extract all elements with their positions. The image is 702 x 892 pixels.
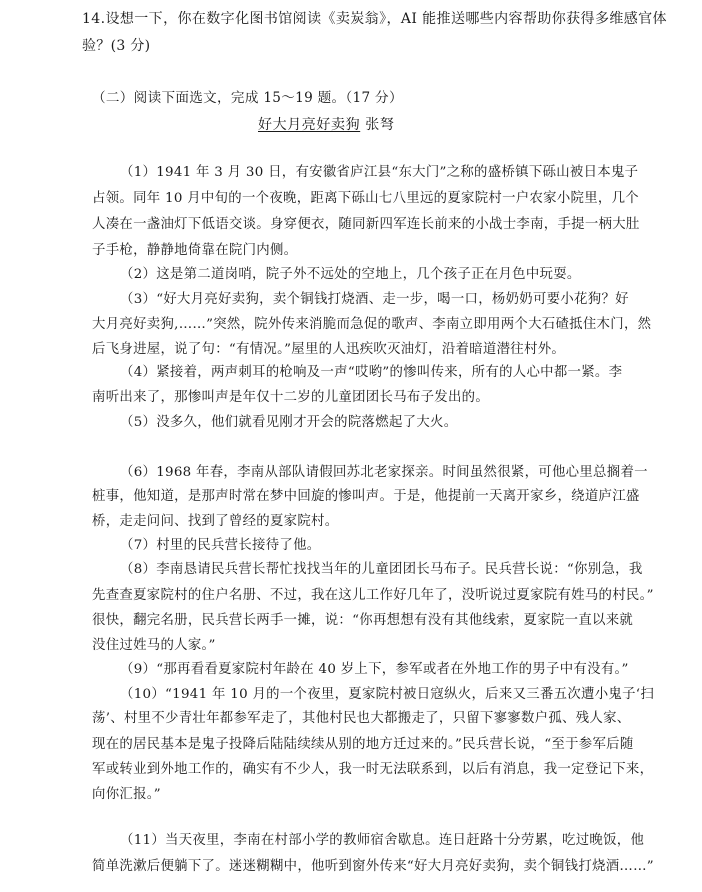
paragraph-7-line-1: （7）村里的民兵营长接待了他。 (120, 538, 321, 553)
paragraph-10-line-2: 荡’、村里不少青壮年都参军走了，其他村民也大都搬走了，只留下寥寥数户孤、残人家、 (92, 711, 631, 726)
paragraph-6-line-1: （6）1968 年春，李南从部队请假回苏北老家探亲。时间虽然很紧，可他心里总搁着一 (120, 465, 648, 480)
paragraph-1-line-1: （1）1941 年 3 月 30 日，有安徽省庐江县“东大门”之称的盛桥镇下砾山被日本鬼子 (120, 165, 639, 180)
paragraph-8-line-2: 先查查夏家院村的住户名册、不过，我在这儿工作好几年了，没听说过夏家院有姓马的村民。” (92, 588, 654, 603)
article-title (258, 116, 394, 134)
paragraph-5-line-1: （5）没多久，他们就看见刚才开会的院落燃起了大火。 (120, 415, 458, 430)
paragraph-9-line-1: （9）“那再看看夏家院村年龄在 40 岁上下，参军或者在外地工作的男子中有没有。” (120, 662, 629, 677)
paragraph-3-line-1: （3）“好大月亮好卖狗，卖个铜钱打烧酒、走一步，喝一口，杨奶奶可要小花狗？好 (120, 292, 629, 307)
paragraph-6-line-2: 桩事，他知道，是那声时常在梦中回旋的惨叫声。于是，他提前一天离开家乡，绕道庐江盛 (92, 489, 640, 504)
paragraph-11-line-1: （11）当天夜里，李南在村部小学的教师宿舍歇息。连日赶路十分劳累，吃过晚饭，他 (120, 833, 645, 848)
question-14-line-2: 验？(3 分) (82, 38, 151, 54)
question-14-line-1: 14.设想一下，你在数字化图书馆阅读《卖炭翁》，AI 能推送哪些内容帮助你获得多维感官体 (82, 11, 667, 27)
paragraph-3-line-2: 大月亮好卖狗,……”突然，院外传来消脆而急促的歌声、李南立即用两个大石碴抵住木门，然 (92, 317, 652, 332)
paragraph-10-line-3: 现在的居民基本是鬼子投降后陆陆续续从别的地方迁过来的。”民兵营长说，“至于参军后随 (92, 737, 634, 752)
paragraph-11-line-2: 简单洗漱后便躺下了。迷迷糊糊中，他听到窗外传来“好大月亮好卖狗，卖个铜钱打烧酒……” (92, 859, 654, 874)
section-heading: （二）阅读下面选文，完成 15～19 题。（17 分） (92, 90, 403, 106)
paragraph-8-line-3: 很快，翻完名册，民兵营长两手一摊，说：“你再想想有没有其他线索，夏家院一直以来就 (92, 613, 634, 628)
paragraph-10-line-4: 军或转业到外地工作的，确实有不少人，我一时无法联系到，以后有消息，我一定登记下来， (92, 762, 654, 777)
paragraph-2-line-1: （2）这是第二道岗哨，院子外不远处的空地上，几个孩子正在月色中玩耍。 (120, 267, 581, 282)
article-author: 张弩 (365, 117, 395, 133)
paragraph-3-line-3: 后飞身进屋，说了句：“有情况。”屋里的人迅疾吹灭油灯，沿着暗道潜往村外。 (92, 342, 566, 357)
paragraph-4-line-1: （4）紧接着，两声刺耳的枪响及一声“哎哟”的惨叫传来，所有的人心中都一紧。李 (120, 365, 623, 380)
paragraph-8-line-1: （8）李南恳请民兵营长帮忙找找当年的儿童团团长马布子。民兵营长说：“你别急，我 (120, 562, 643, 577)
paragraph-1-line-4: 子手枪，静静地倚靠在院门内侧。 (92, 243, 298, 258)
paragraph-4-line-2: 南听出来了，那惨叫声是年仅十二岁的儿童团团长马布子发出的。 (92, 390, 490, 405)
paragraph-8-line-4: 没住过姓马的人家。” (92, 638, 216, 653)
paragraph-1-line-2: 占领。同年 10 月中旬的一个夜晚，距离下砾山七八里远的夏家院村一户农家小院里，几个 (92, 191, 639, 206)
paragraph-10-line-1: （10）“1941 年 10 月的一个夜里，夏家院村被日寇纵火，后来又三番五次遭小鬼子‘扫 (120, 687, 655, 702)
paragraph-6-line-3: 桥，走走问问、找到了曾经的夏家院村。 (92, 514, 339, 529)
article-title-text: 好大月亮好卖狗 (258, 117, 361, 133)
paragraph-10-line-5: 向你汇报。” (92, 787, 161, 802)
paragraph-1-line-3: 人凑在一盏油灯下低语交谈。身穿便衣，随同新四军连长前来的小战士李南，手提一柄大肚 (92, 217, 640, 232)
